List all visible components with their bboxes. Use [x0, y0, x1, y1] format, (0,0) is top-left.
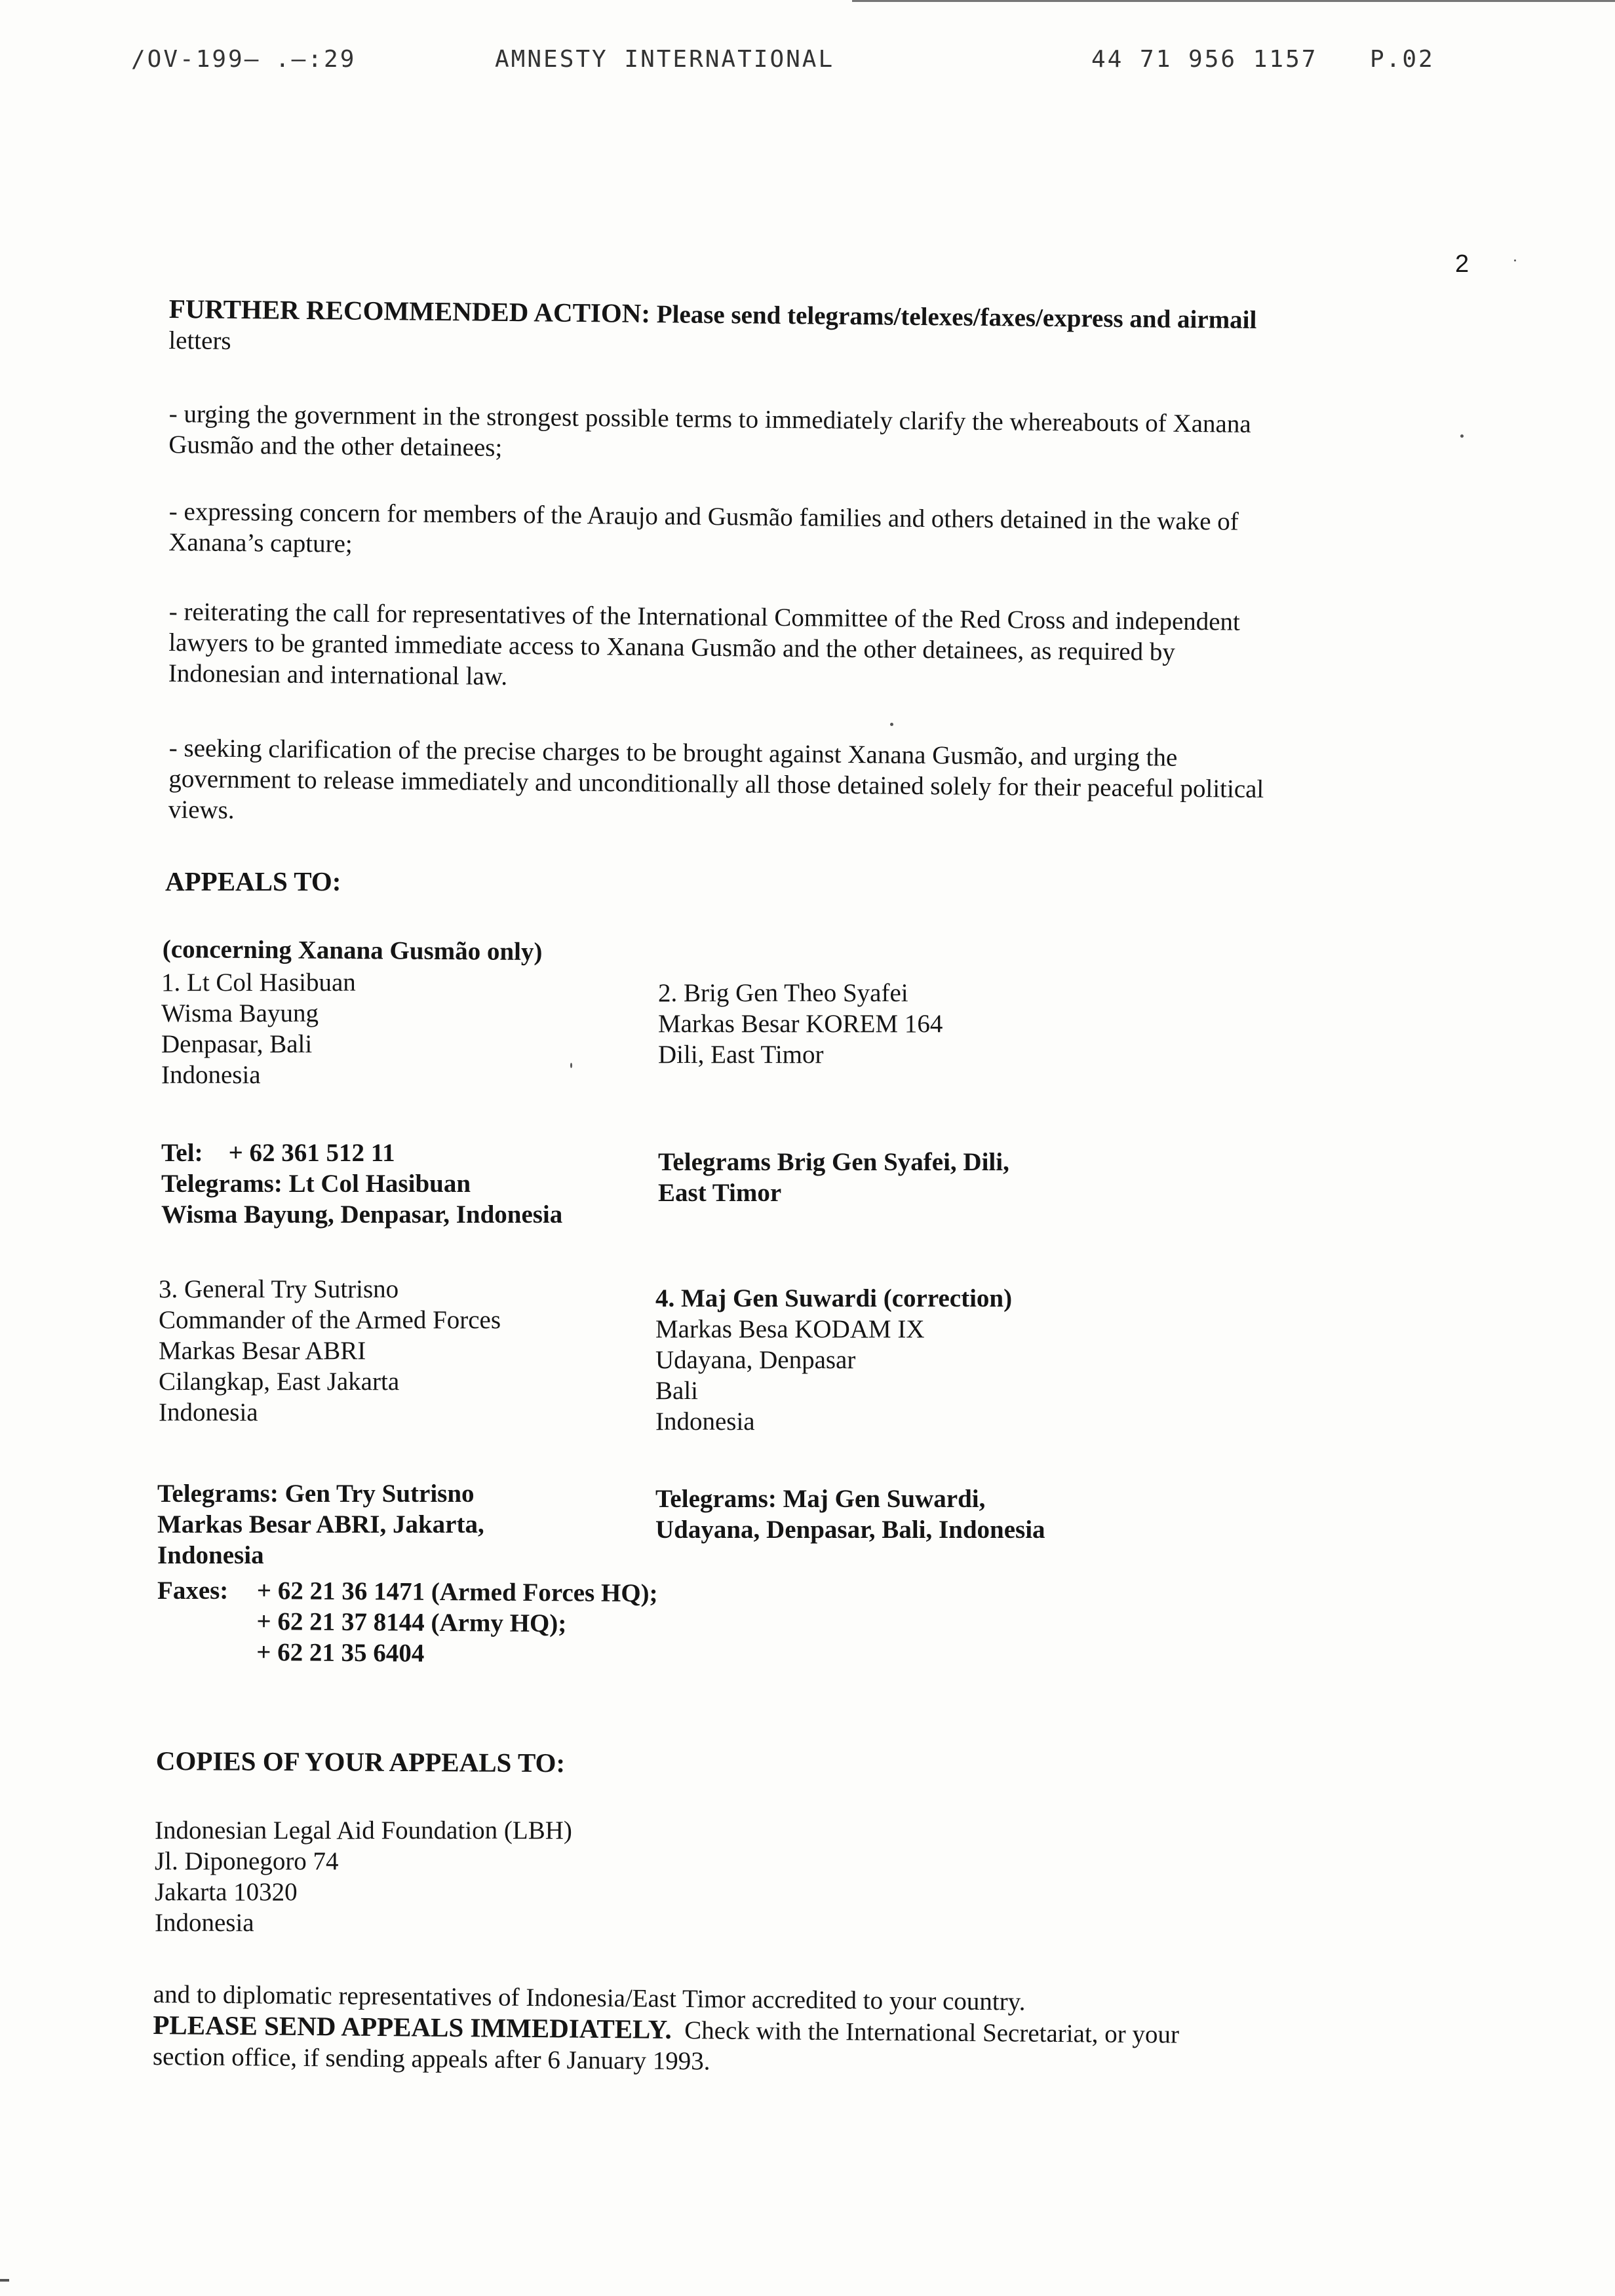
- tel-label: Tel:: [161, 1139, 203, 1167]
- bullet-3: - reiterating the call for representatives of the International Committee of the Red Cross and independent lawyers to be granted immediate access to Xanana Gusmão and the other detainees, as required by Indonesian and international law.: [168, 597, 1241, 691]
- contact-2: Telegrams Brig Gen Syafei, Dili, East Timor: [658, 1148, 1009, 1207]
- fax-edge-line: [852, 0, 1615, 2]
- contact-3: Telegrams: Gen Try Sutrisno Markas Besar ABRI, Jakarta, Indonesia: [157, 1480, 484, 1569]
- scan-mark: [0, 2279, 9, 2282]
- bullet-1: - urging the government in the strongest possible terms to immediately clarify the whereabouts of Xanana Gusmão and the other detainees;: [168, 399, 1251, 462]
- fax-page: P.02: [1370, 46, 1435, 73]
- address-4-title: 4. Maj Gen Suwardi (correction): [655, 1284, 1013, 1312]
- closing-bold: PLEASE SEND APPEALS IMMEDIATELY.: [153, 2009, 672, 2044]
- scan-speck: [570, 1063, 572, 1068]
- bullet-2: - expressing concern for members of the Araujo and Gusmão families and others detained in the wake of Xanana’s capture;: [168, 497, 1239, 558]
- address-1: 1. Lt Col Hasibuan Wisma Bayung Denpasar, Bali Indonesia: [161, 968, 356, 1089]
- bullet-4: - seeking clarification of the precise charges to be brought against Xanana Gusmão, and urging the government to release immediately and unconditionally all those detained solely for their peaceful political views.: [168, 733, 1264, 824]
- closing: and to diplomatic representatives of Indonesia/East Timor accredited to your country. PLEASE SEND APPEALS IMMEDIATELY. Check with the International Secretariat, or your section office, if sending appeals after 6 January 1993.: [152, 1980, 1180, 2076]
- further-action-text: Please send telegrams/telexes/faxes/express and airmail: [656, 300, 1257, 334]
- copies-heading: COPIES OF YOUR APPEALS TO:: [155, 1746, 566, 1778]
- copies-address: Indonesian Legal Aid Foundation (LBH) Jl. Diponegoro 74 Jakarta 10320 Indonesia: [155, 1816, 572, 1937]
- scan-speck: [1514, 259, 1516, 261]
- fax-phone: 44 71 956 1157: [1091, 46, 1318, 73]
- faxes-label: Faxes:: [157, 1577, 229, 1605]
- fax-time: .—:29: [275, 46, 357, 73]
- further-action: [168, 294, 1256, 366]
- concerning-note: (concerning Xanana Gusmão only): [162, 935, 543, 966]
- scan-speck: [890, 723, 893, 726]
- address-3: 3. General Try Sutrisno Commander of the Armed Forces Markas Besar ABRI Cilangkap, East Jakarta Indonesia: [159, 1275, 501, 1426]
- further-action-text-2: letters: [168, 326, 231, 355]
- tel-value: + 62 361 512 11: [228, 1139, 395, 1167]
- faxes-list: + 62 21 36 1471 (Armed Forces HQ); + 62 21 37 8144 (Army HQ); + 62 21 35 6404: [256, 1577, 658, 1668]
- address-2: 2. Brig Gen Theo Syafei Markas Besar KOREM 164 Dili, East Timor: [658, 979, 943, 1069]
- fax-sender: AMNESTY INTERNATIONAL: [495, 46, 835, 73]
- page-number: 2: [1455, 250, 1469, 278]
- appeals-heading: APPEALS TO:: [165, 866, 341, 896]
- fax-date: /OV-199—: [131, 46, 261, 73]
- contact-1: Tel: + 62 361 512 11 Telegrams: Lt Col Hasibuan Wisma Bayung, Denpasar, Indonesia: [161, 1139, 563, 1229]
- address-4: 4. Maj Gen Suwardi (correction) Markas Besa KODAM IX Udayana, Denpasar Bali Indonesia: [655, 1284, 1013, 1436]
- further-action-label: FURTHER RECOMMENDED ACTION:: [168, 294, 651, 329]
- contact-4: Telegrams: Maj Gen Suwardi, Udayana, Denpasar, Bali, Indonesia: [655, 1485, 1045, 1544]
- scan-speck: [1460, 434, 1464, 438]
